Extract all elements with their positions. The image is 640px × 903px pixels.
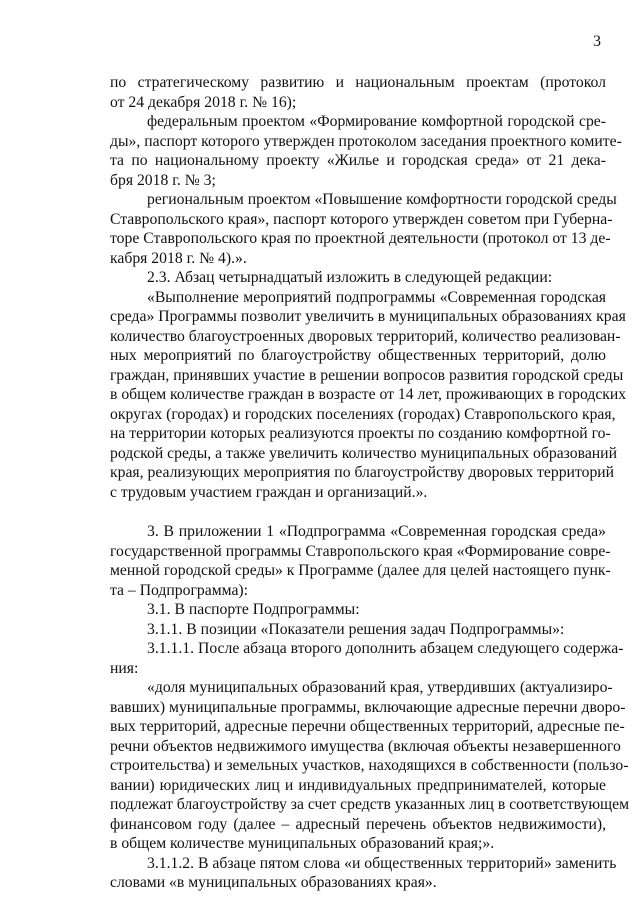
text-line: торе Ставропольского края по проектной деятельности (протокол от 13 де-: [110, 230, 611, 247]
text-line: ния:: [110, 659, 139, 677]
text-line: государственной программы Ставропольского края «Формирование совре-: [110, 542, 611, 560]
document-body: [110, 73, 630, 893]
text-line: ды», паспорт которого утвержден протоколом заседания проектного комите-: [110, 132, 622, 150]
page-number: 3: [593, 33, 601, 50]
text-line: строительства) и земельных участков, находящихся в собственности (пользо-: [110, 757, 629, 774]
text-line: бря 2018 г. № 3;: [110, 171, 216, 189]
text-line: речни объектов недвижимого имущества (включая объекты незавершенного: [110, 737, 621, 755]
text-line: края, реализующих мероприятия по благоустройству дворовых территорий: [110, 464, 615, 481]
text-line: 3.1.1. В позиции «Показатели решения задач Подпрограммы»:: [147, 620, 565, 638]
paragraph-gap: [110, 502, 606, 522]
text-line: родской среды, а также увеличить количество муниципальных образований: [110, 444, 617, 462]
text-line: вых территорий, адресные перечни общественных территорий, адресные пе-: [110, 718, 625, 735]
text-line: на территории которых реализуются проекты по созданию комфортной го-: [110, 425, 611, 442]
text-line: та по национальному проекту «Жилье и городская среда» от 21 дека-: [110, 152, 606, 169]
text-line: в общем количестве граждан в возрасте от 14 лет, проживающих в городских: [110, 386, 627, 403]
text-line: вании) юридических лиц и индивидуальных предпринимателей, которые: [110, 776, 606, 794]
text-line: количество благоустроенных дворовых территорий, количество реализован-: [110, 327, 621, 345]
text-line: та – Подпрограмма):: [110, 581, 249, 599]
text-line: менной городской среды» к Программе (далее для целей настоящего пунк-: [110, 562, 611, 579]
text-line: 3.1.1.1. После абзаца второго дополнить абзацем следующего содержа-: [147, 640, 624, 657]
text-line: региональным проектом «Повышение комфортности городской среды: [147, 191, 617, 208]
text-line: с трудовым участием граждан и организаций.».: [110, 483, 428, 501]
text-line: среда» Программы позволит увеличить в муниципальных образованиях края: [110, 308, 626, 325]
text-line: федеральным проектом «Формирование комфортной городской сре-: [147, 113, 606, 130]
text-line: финансовом году (далее – адресный перечень объектов недвижимости),: [110, 815, 606, 833]
text-line: в общем количестве муниципальных образований края;».: [110, 835, 495, 852]
text-line: по стратегическому развитию и национальным проектам (протокол: [110, 74, 606, 91]
text-line: 3.1.1.2. В абзаце пятом слова «и общественных территорий» заменить: [147, 854, 617, 872]
text-line: вавших) муниципальные программы, включающие адресные перечни дворо-: [110, 698, 626, 716]
text-line: «доля муниципальных образований края, утвердивших (актуализиро-: [147, 679, 613, 696]
text-line: кабря 2018 г. № 4).».: [110, 249, 247, 267]
text-line: 3. В приложении 1 «Подпрограмма «Современная городская среда»: [147, 523, 606, 540]
text-line: подлежат благоустройству за счет средств указанных лиц в соответствующем: [110, 796, 630, 813]
text-line: Ставропольского края», паспорт которого утвержден советом при Губерна-: [110, 210, 613, 228]
text-line: 3.1. В паспорте Подпрограммы:: [147, 601, 360, 618]
text-line: от 24 декабря 2018 г. № 16);: [110, 93, 297, 111]
text-line: граждан, принявших участие в решении вопросов развития городской среды: [110, 366, 624, 384]
text-line: 2.3. Абзац четырнадцатый изложить в следующей редакции:: [147, 269, 553, 286]
text-line: словами «в муниципальных образованиях края».: [110, 874, 437, 891]
text-line: округах (городах) и городских поселениях (городах) Ставропольского края,: [110, 405, 616, 423]
text-line: «Выполнение мероприятий подпрограммы «Современная городская: [147, 288, 606, 306]
text-line: ных мероприятий по благоустройству общественных территорий, долю: [110, 347, 606, 364]
